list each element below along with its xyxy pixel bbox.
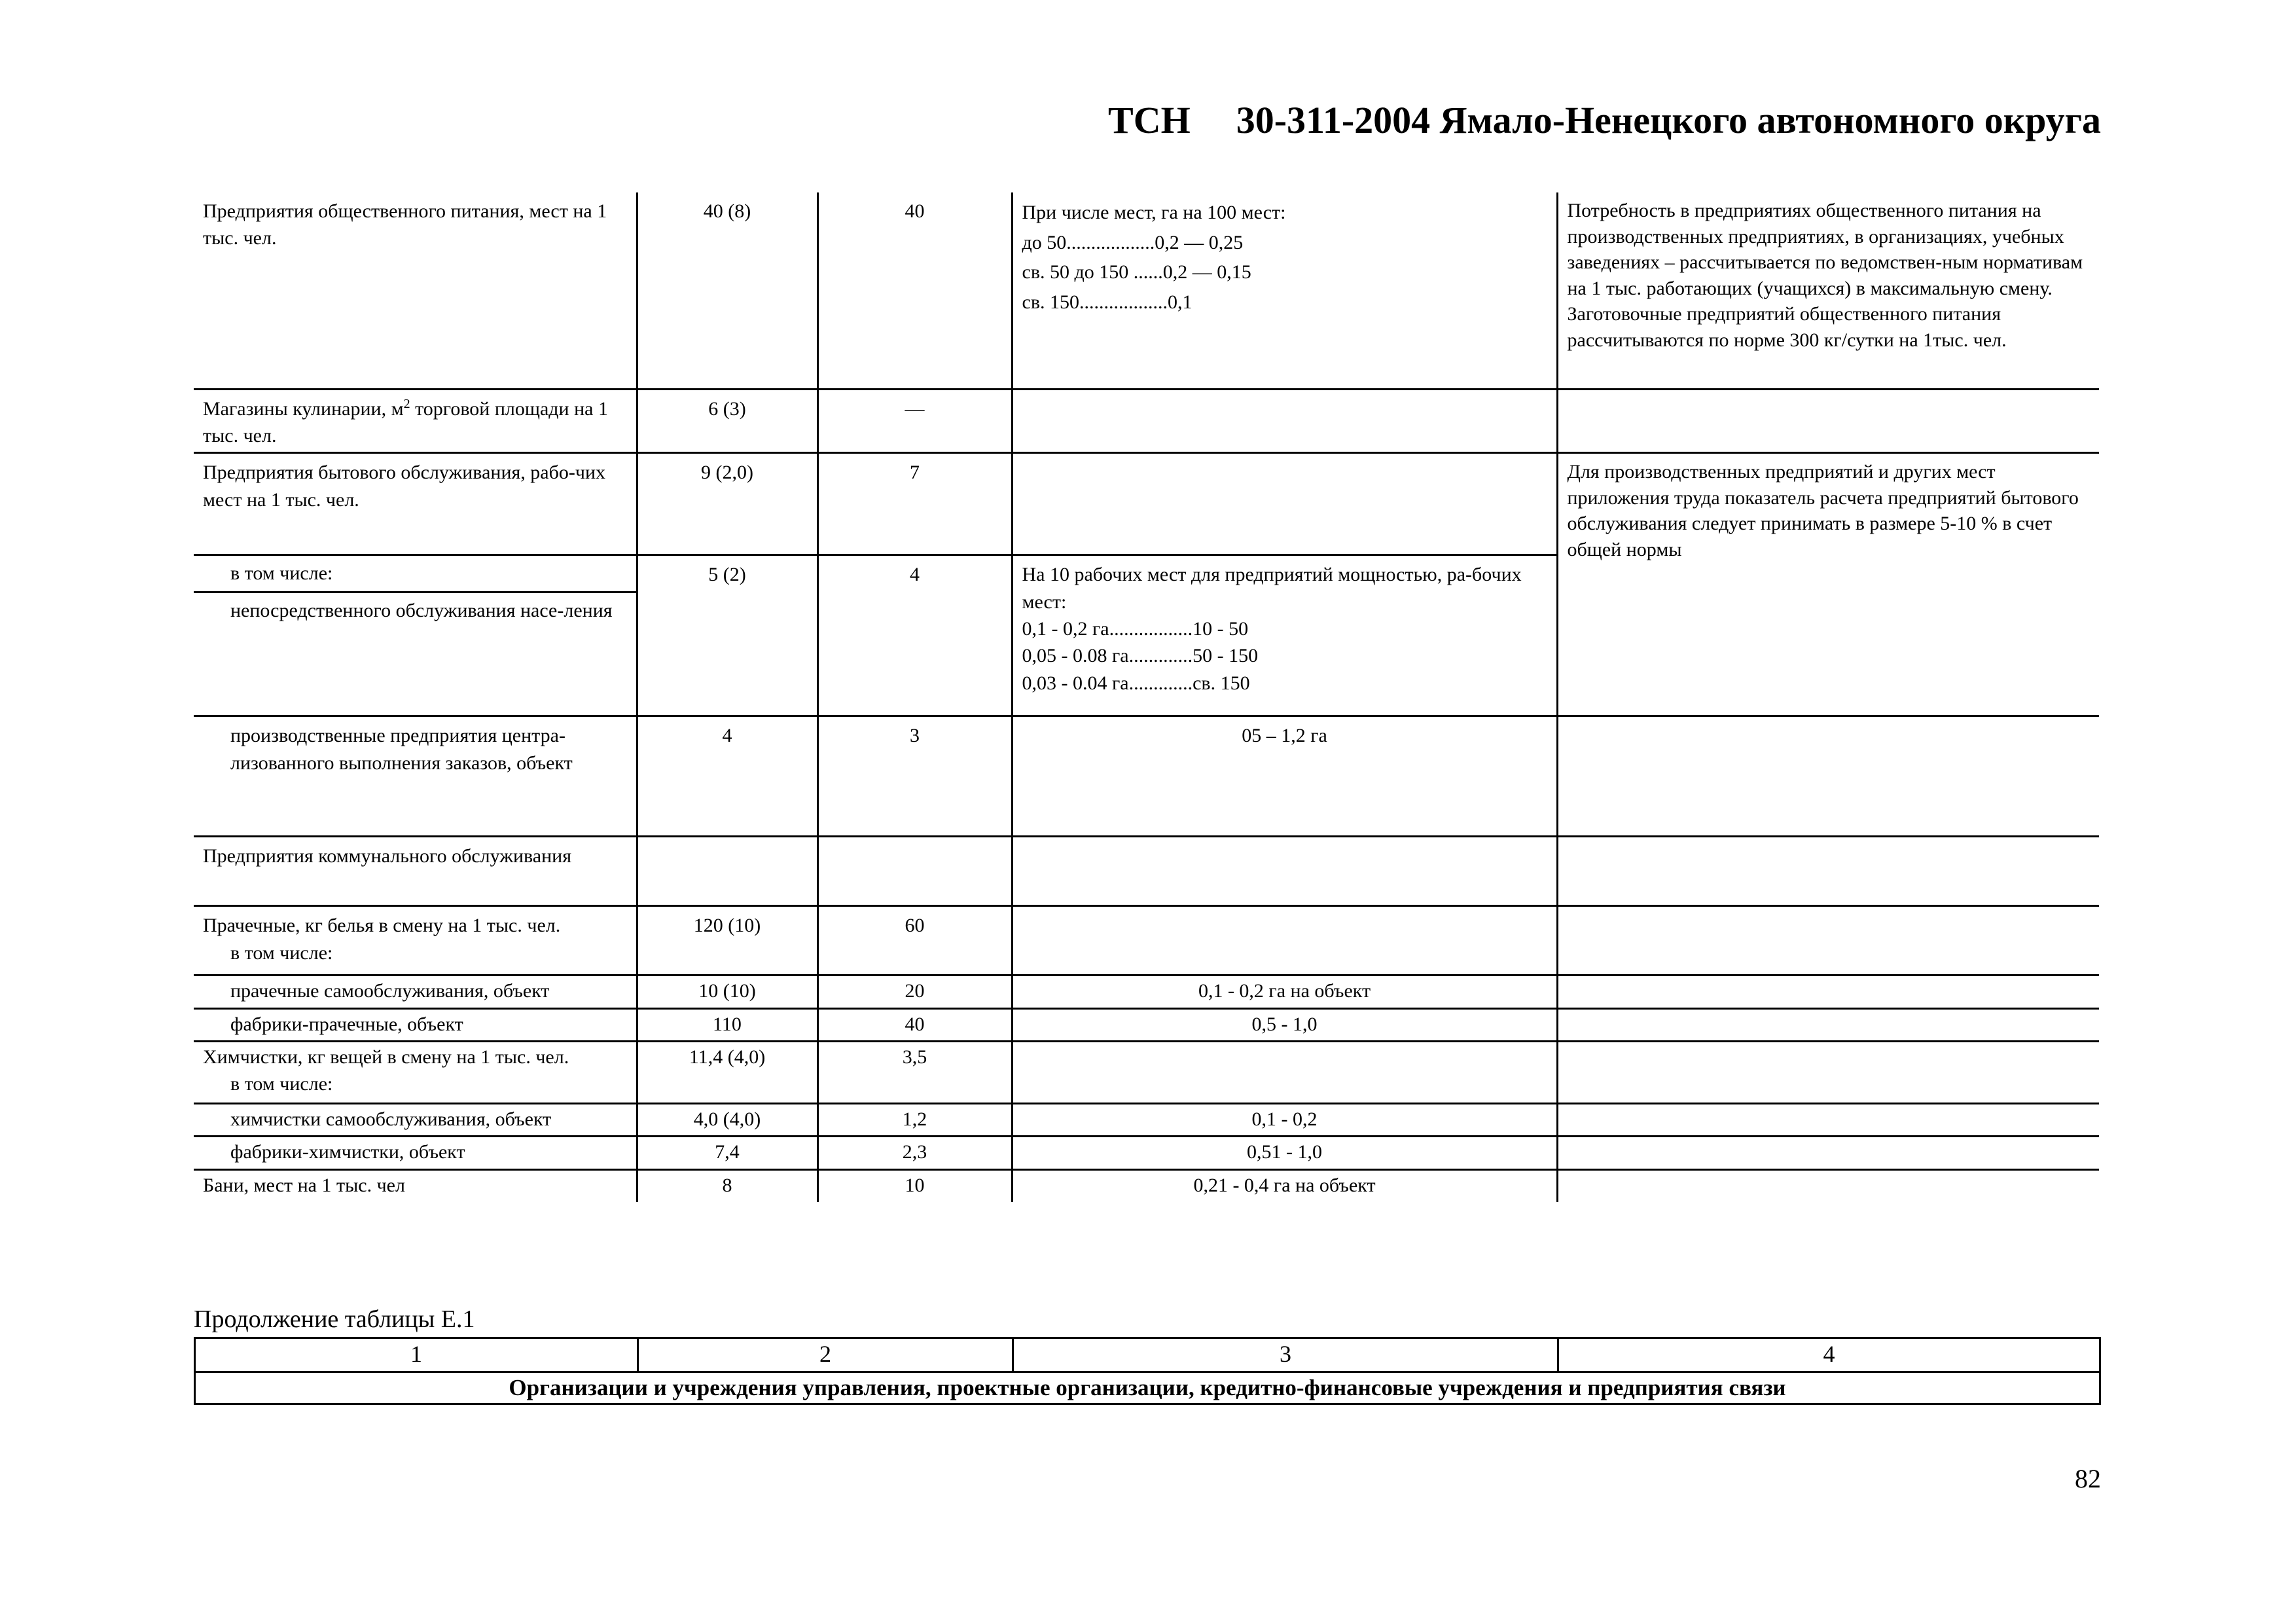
cell-note (1557, 716, 2099, 837)
label-text: непосредственного обслуживания насе-ления (230, 599, 613, 621)
column-number-row (195, 1338, 2100, 1372)
column-number: 1 (195, 1338, 638, 1372)
cell-norm: 4,0 (4,0) (637, 1104, 817, 1137)
cell-norm: 4 (637, 716, 817, 837)
cell-norm-alt: 40 (817, 192, 1012, 389)
cell-norm-alt (817, 837, 1012, 906)
column-number: 3 (1013, 1338, 1558, 1372)
cell-area: 0,51 - 1,0 (1012, 1137, 1557, 1169)
document-header (1108, 98, 2101, 142)
label-text: в том числе: (230, 1073, 333, 1095)
area-line: При числе мест, га на 100 мест: (1022, 202, 1286, 223)
cell-note (1557, 906, 2099, 976)
header-title: 30-311-2004 Ямало-Ненецкого автономного округа (1236, 99, 2101, 141)
cell-label: прачечные самообслуживания, объект (194, 976, 637, 1008)
table-row-food (194, 192, 2099, 389)
cell-norm: 5 (2) (637, 555, 817, 716)
cell-note: Для производственных предприятий и других мест приложения труда показатель расчета предприятий бытового обслуживания следует принимать в размере 5-10 % в счет общей нормы (1557, 453, 2099, 716)
cell-label (194, 555, 637, 716)
cell-note (1557, 1042, 2099, 1104)
cell-label (194, 906, 637, 976)
cell-norm-alt: 3 (817, 716, 1012, 837)
area-line: св. 50 до 150 ......0,2 — 0,15 (1022, 261, 1251, 283)
cell-note (1557, 389, 2099, 453)
cell-area: 0,1 - 0,2 га на объект (1012, 976, 1557, 1008)
cell-note (1557, 1104, 2099, 1137)
cell-norm: 9 (2,0) (637, 453, 817, 555)
label-text: Химчистки, кг вещей в смену на 1 тыс. чел. (203, 1046, 569, 1068)
table-row-dryclean-factory (194, 1137, 2099, 1169)
cell-label: Предприятия общественного питания, мест на 1 тыс. чел. (194, 192, 637, 389)
cell-label: Бани, мест на 1 тыс. чел (194, 1169, 637, 1202)
area-line: 0,1 - 0,2 га.................10 - 50 (1022, 618, 1249, 640)
cell-norm: 11,4 (4,0) (637, 1042, 817, 1104)
label-split (194, 560, 636, 624)
cell-area: 0,1 - 0,2 (1012, 1104, 1557, 1137)
cell-note (1557, 837, 2099, 906)
table-row-dryclean-self (194, 1104, 2099, 1137)
norms-table (194, 192, 2099, 1202)
label-text: в том числе: (194, 560, 636, 593)
cell-area (1012, 555, 1557, 716)
cell-norm-alt: 2,3 (817, 1137, 1012, 1169)
table-row-laundry (194, 906, 2099, 976)
cell-norm-alt: 7 (817, 453, 1012, 555)
cell-norm: 7,4 (637, 1137, 817, 1169)
area-line: 0,03 - 0.04 га.............св. 150 (1022, 672, 1250, 694)
table-row-production (194, 716, 2099, 837)
cell-area: 05 – 1,2 га (1012, 716, 1557, 837)
page-number: 82 (2075, 1464, 2101, 1493)
cell-area: 0,5 - 1,0 (1012, 1008, 1557, 1041)
area-line: На 10 рабочих мест для предприятий мощностью, ра-бочих мест: (1022, 564, 1522, 613)
column-number: 2 (638, 1338, 1013, 1372)
label-sup: 2 (403, 396, 410, 411)
cell-norm-alt: 4 (817, 555, 1012, 716)
cell-norm: 110 (637, 1008, 817, 1041)
cell-label: производственные предприятия центра-лизованного выполнения заказов, объект (194, 716, 637, 837)
cell-label: химчистки самообслуживания, объект (194, 1104, 637, 1137)
section-title: Организации и учреждения управления, проектные организации, кредитно-финансовые учреждения и предприятия связи (195, 1372, 2100, 1404)
cell-norm-alt: 1,2 (817, 1104, 1012, 1137)
cell-norm-alt: 60 (817, 906, 1012, 976)
label-text: в том числе: (230, 941, 333, 964)
continuation-table (194, 1337, 2101, 1405)
cell-label: Предприятия бытового обслуживания, рабо-чих мест на 1 тыс. чел. (194, 453, 637, 555)
label-text: Магазины кулинарии, м (203, 397, 404, 420)
label-text: торговой площади на 1 тыс. чел. (203, 397, 608, 447)
cell-note (1557, 192, 2099, 389)
cell-note (1557, 976, 2099, 1008)
cell-label: фабрики-химчистки, объект (194, 1137, 637, 1169)
cell-label: Предприятия коммунального обслуживания (194, 837, 637, 906)
table-row-baths (194, 1169, 2099, 1202)
table-row-laundry-factory (194, 1008, 2099, 1041)
cell-note (1557, 1008, 2099, 1041)
cell-label: фабрики-прачечные, объект (194, 1008, 637, 1041)
cell-area: 0,21 - 0,4 га на объект (1012, 1169, 1557, 1202)
note-text: Потребность в предприятиях общественного питания на производственных предприятиях, в организациях, учебных заведениях – рассчитывается по ведомствен-ным нормативам на 1 тыс. работающих (учащихся) в максимальную смену. (1567, 200, 2083, 299)
label-text: Прачечные, кг белья в смену на 1 тыс. чел. (203, 915, 561, 937)
cell-norm: 10 (10) (637, 976, 817, 1008)
table-continuation-caption: Продолжение таблицы Е.1 (194, 1305, 475, 1333)
table-row-household (194, 453, 2099, 555)
cell-note (1557, 1137, 2099, 1169)
cell-norm (637, 837, 817, 906)
cell-norm: 6 (3) (637, 389, 817, 453)
area-line: св. 150..................0,1 (1022, 291, 1193, 313)
cell-label (194, 1042, 637, 1104)
table-row-communal (194, 837, 2099, 906)
cell-area (1012, 837, 1557, 906)
table-row-culinary (194, 389, 2099, 453)
cell-norm-alt: 10 (817, 1169, 1012, 1202)
cell-norm: 120 (10) (637, 906, 817, 976)
cell-area (1012, 389, 1557, 453)
table-row-laundry-self (194, 976, 2099, 1008)
cell-norm-alt: 40 (817, 1008, 1012, 1041)
cell-norm: 40 (8) (637, 192, 817, 389)
cell-note (1557, 1169, 2099, 1202)
header-code: ТСН (1108, 99, 1191, 141)
cell-area (1012, 453, 1557, 555)
cell-norm-alt: 20 (817, 976, 1012, 1008)
note-text: Заготовочные предприятий общественного питания рассчитываются по норме 300 кг/сутки на 1тыс. чел. (1567, 303, 2007, 351)
cell-norm-alt: — (817, 389, 1012, 453)
cell-area (1012, 192, 1557, 389)
area-line: до 50..................0,2 — 0,25 (1022, 231, 1244, 253)
cell-area (1012, 906, 1557, 976)
cell-area (1012, 1042, 1557, 1104)
table-row-dryclean (194, 1042, 2099, 1104)
cell-label (194, 389, 637, 453)
cell-norm: 8 (637, 1169, 817, 1202)
section-header-row (195, 1372, 2100, 1404)
area-line: 0,05 - 0.08 га.............50 - 150 (1022, 645, 1259, 667)
cell-norm-alt: 3,5 (817, 1042, 1012, 1104)
column-number: 4 (1558, 1338, 2100, 1372)
